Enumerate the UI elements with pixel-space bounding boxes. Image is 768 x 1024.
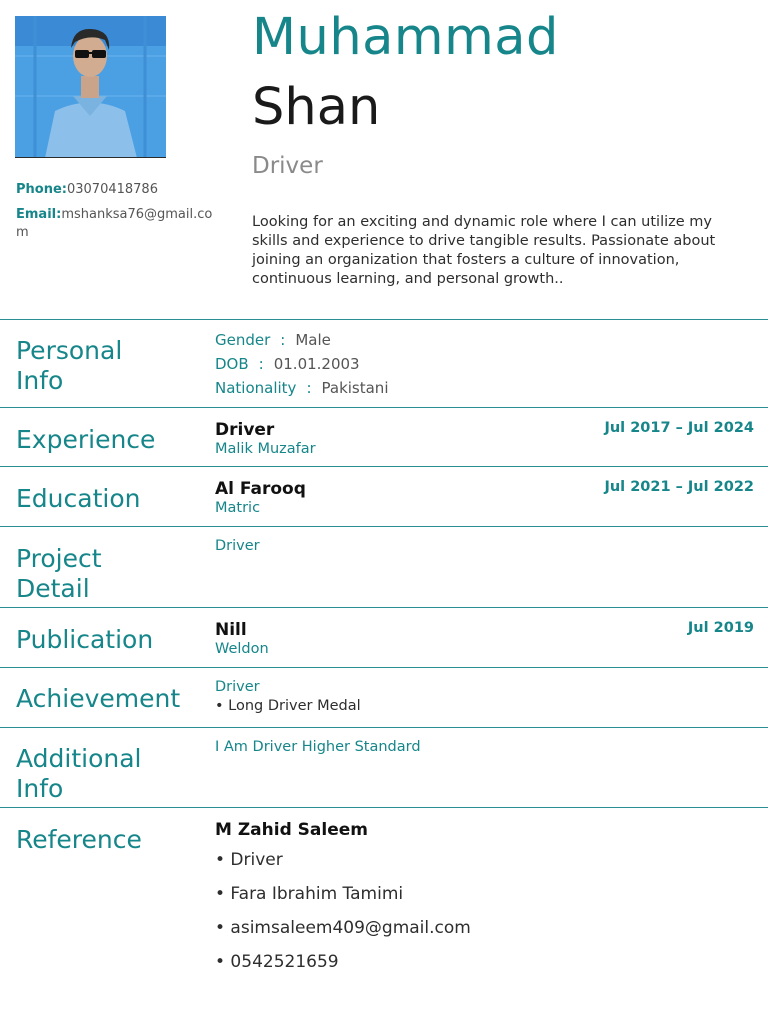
field-key: Nationality xyxy=(215,379,297,397)
publication-publisher: Weldon xyxy=(215,641,269,657)
project-body xyxy=(215,537,754,555)
last-name: Shan xyxy=(252,78,381,137)
section-title-reference: Reference xyxy=(16,825,142,854)
additional-text: I Am Driver Higher Standard xyxy=(215,739,421,755)
achievement-title: Driver xyxy=(215,679,260,695)
section-experience xyxy=(0,407,768,467)
profile-photo xyxy=(15,16,166,158)
field-nationality xyxy=(215,376,754,400)
field-value: Pakistani xyxy=(321,379,389,397)
section-additional-info xyxy=(0,727,768,807)
section-title-line: Detail xyxy=(16,574,90,603)
section-title-publication: Publication xyxy=(16,625,154,654)
publication-body xyxy=(215,620,754,658)
section-project-detail xyxy=(0,526,768,607)
reference-details xyxy=(215,843,754,979)
education-institution: Al Farooq xyxy=(215,479,306,499)
education-body xyxy=(215,479,754,517)
field-separator: : xyxy=(280,331,286,349)
phone-line xyxy=(16,181,216,199)
section-title-line: Info xyxy=(16,774,64,803)
summary-text: Looking for an exciting and dynamic role where I can utilize my skills and experience to drive tangible results. Passionate about joining an organization that fosters a culture of innovation, continuous learning, and personal growth.. xyxy=(252,214,716,287)
reference-bullet: • Driver xyxy=(215,850,283,870)
project-name: Driver xyxy=(215,538,260,554)
field-gender xyxy=(215,328,754,352)
phone-value[interactable]: 03070418786 xyxy=(66,182,158,197)
section-publication xyxy=(0,607,768,667)
section-title-line: Additional xyxy=(16,744,142,773)
section-title-line: Info xyxy=(16,366,64,395)
experience-body xyxy=(215,420,754,458)
section-title-line: Project xyxy=(16,544,102,573)
section-title-additional-info xyxy=(16,744,206,804)
field-dob xyxy=(215,352,754,376)
achievement-body xyxy=(215,678,754,716)
first-name: Muhammad xyxy=(252,8,559,67)
education-degree: Matric xyxy=(215,500,261,516)
reference-body xyxy=(215,820,754,979)
publication-date: Jul 2019 xyxy=(687,620,754,636)
additional-body xyxy=(215,738,754,756)
section-title-achievement: Achievement xyxy=(16,684,181,713)
field-key: DOB xyxy=(215,355,249,373)
reference-bullet[interactable]: • asimsaleem409@gmail.com xyxy=(215,918,471,938)
section-title-education: Education xyxy=(16,484,141,513)
experience-date: Jul 2017 – Jul 2024 xyxy=(604,420,754,436)
email-line xyxy=(16,206,216,242)
section-education xyxy=(0,466,768,526)
section-achievement xyxy=(0,667,768,727)
publication-title: Nill xyxy=(215,620,247,640)
experience-company: Malik Muzafar xyxy=(215,441,316,457)
reference-bullet: • Fara Ibrahim Tamimi xyxy=(215,884,404,904)
section-title-experience: Experience xyxy=(16,425,156,454)
section-title-project-detail xyxy=(16,544,206,604)
field-key: Gender xyxy=(215,331,271,349)
section-personal-info xyxy=(0,319,768,408)
email-label: Email: xyxy=(16,207,62,222)
email-value[interactable]: mshanksa76@gmail.com xyxy=(16,207,213,240)
reference-name: M Zahid Saleem xyxy=(215,820,368,840)
reference-bullet: • 0542521659 xyxy=(215,952,339,972)
phone-label: Phone: xyxy=(16,182,67,197)
section-title-personal-info xyxy=(16,336,206,396)
field-separator: : xyxy=(306,379,312,397)
education-date: Jul 2021 – Jul 2022 xyxy=(604,479,754,495)
field-value: 01.01.2003 xyxy=(273,355,360,373)
personal-info-body xyxy=(215,328,754,400)
achievement-bullet: • Long Driver Medal xyxy=(215,698,361,714)
field-separator: : xyxy=(258,355,264,373)
job-title: Driver xyxy=(252,153,323,179)
field-value: Male xyxy=(295,331,331,349)
section-title-line: Personal xyxy=(16,336,123,365)
section-reference xyxy=(0,807,768,1007)
experience-title: Driver xyxy=(215,420,275,440)
